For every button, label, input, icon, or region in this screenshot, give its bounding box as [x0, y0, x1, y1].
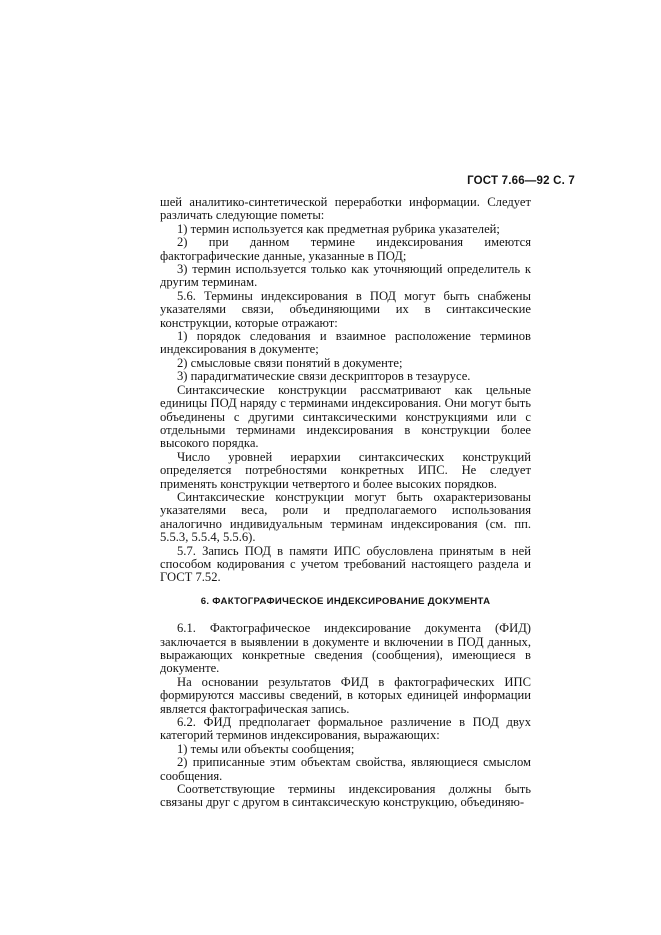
paragraph: 5.6. Термины индексирования в ПОД могут быть снабжены указателями связи, объединяющими их в синтаксические конструкции, которые отражают:	[160, 288, 531, 330]
section-heading: 6. ФАКТОГРАФИЧЕСКОЕ ИНДЕКСИРОВАНИЕ ДОКУМЕНТА	[200, 595, 491, 607]
paragraph: 6.2. ФИД предполагает формальное различение в ПОД двух категорий терминов индексирования, выражающих:	[160, 715, 531, 743]
list-item: 1) темы или объекты сообщения;	[177, 741, 355, 756]
list-item: 3) парадигматические связи дескрипторов в тезаурусе.	[177, 369, 471, 384]
paragraph: На основании результатов ФИД в фактографических ИПС формируются массивы сведений, в которых единицей информации является фактографическая запись.	[160, 674, 531, 716]
list-item: 2) смысловые связи понятий в документе;	[177, 355, 403, 370]
list-item: 1) порядок следования и взаимное расположение терминов индексирования в документе;	[160, 329, 531, 357]
list-item: 2) приписанные этим объектам свойства, являющиеся смыслом сообщения.	[160, 755, 531, 783]
page-header: ГОСТ 7.66—92 С. 7	[467, 175, 575, 187]
body-text	[160, 196, 531, 810]
paragraph: 6.1. Фактографическое индексирование документа (ФИД) заключается в выявлении в документе и включении в ПОД данных, выражающих конкретные сведения (сообщения), имеющиеся в документе.	[160, 621, 531, 676]
paragraph: 5.7. Запись ПОД в памяти ИПС обусловлена принятым в ней способом кодирования с учетом требований настоящего раздела и ГОСТ 7.52.	[160, 543, 531, 585]
paragraph: Синтаксические конструкции могут быть охарактеризованы указателями веса, роли и предполагаемого использования аналогично индивидуальным терминам индексирования (см. пп. 5.5.3, 5.5.4, 5.5.6).	[160, 489, 531, 545]
list-item: 1) термин используется как предметная рубрика указателей;	[177, 221, 500, 236]
paragraph: Соответствующие термины индексирования должны быть связаны друг с другом в синтаксическую конструкцию, объединяю-	[160, 782, 531, 810]
paragraph: шей аналитико-синтетической переработки информации. Следует различать следующие пометы:	[160, 195, 531, 223]
paragraph: Число уровней иерархии синтаксических конструкций определяется потребностями конкретных ИПС. Не следует применять конструкции четвертого и более высоких порядков.	[160, 449, 531, 491]
paragraph: Синтаксические конструкции рассматривают как цельные единицы ПОД наряду с терминами индексирования. Они могут быть объединены с другими синтаксическими конструкциями или с отдельными терминами индексирования в конструкции более высокого порядка.	[160, 382, 531, 451]
list-item: 3) термин используется только как уточняющий определитель к другим терминам.	[160, 262, 531, 290]
list-item: 2) при данном термине индексирования имеются фактографические данные, указанные в ПОД;	[160, 235, 531, 263]
